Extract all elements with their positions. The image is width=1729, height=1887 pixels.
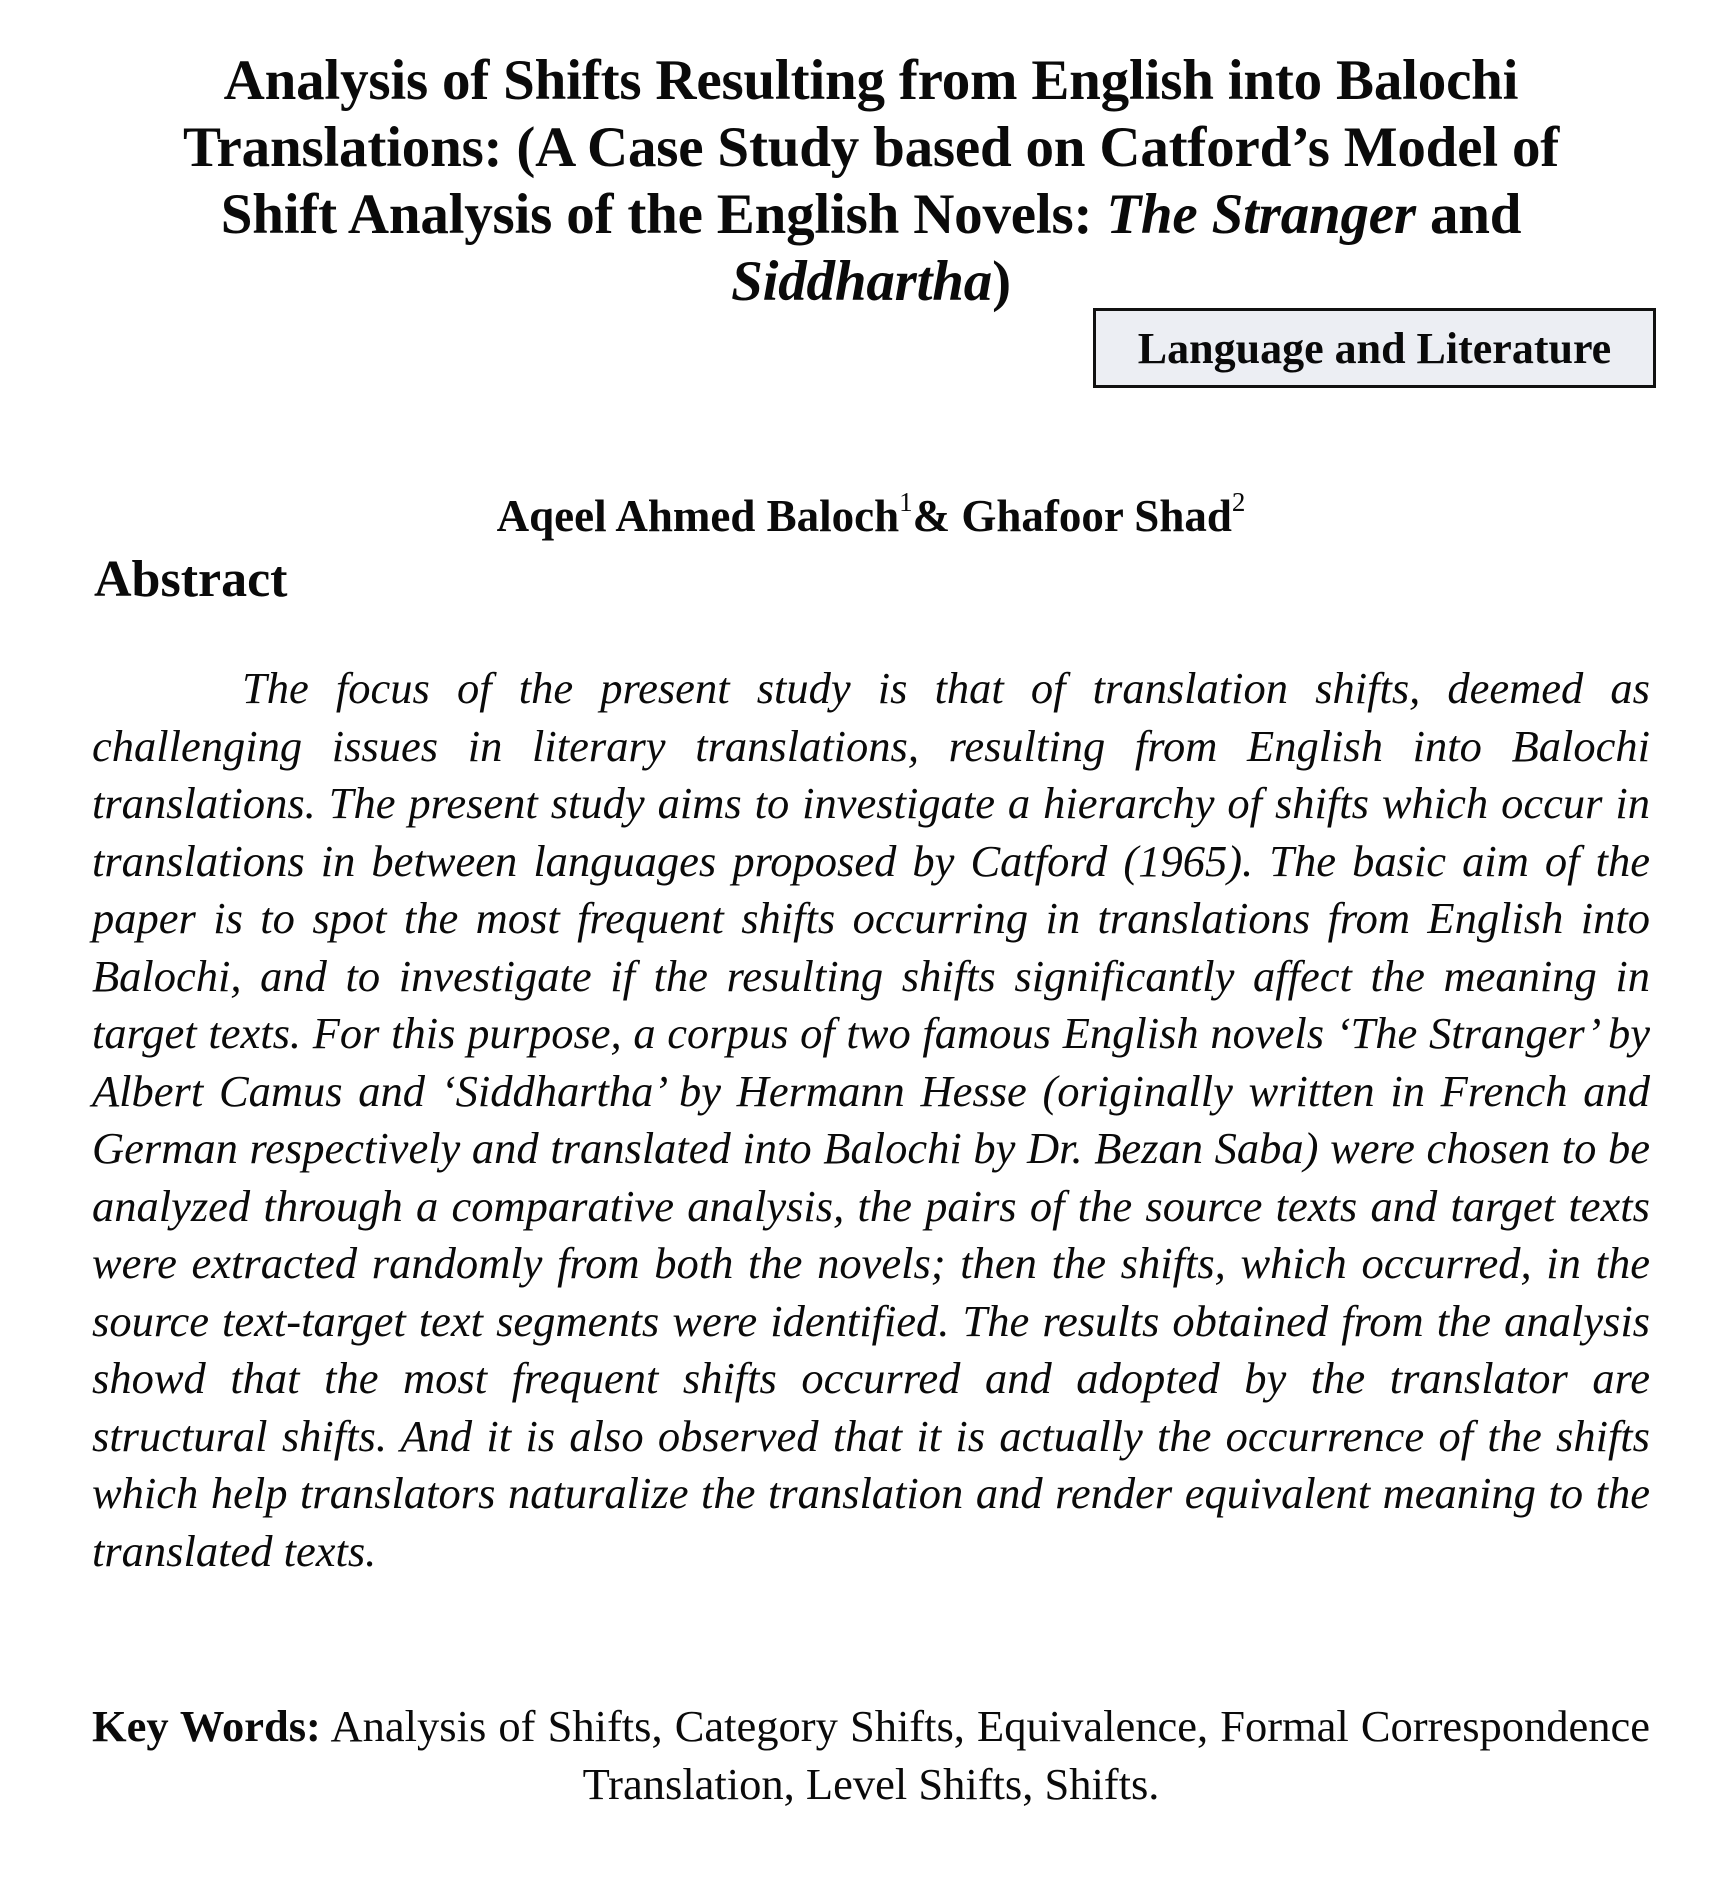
novel-title-the-stranger: The Stranger [1106, 183, 1416, 246]
paper-title [92, 47, 1650, 315]
author-2-name: Ghafoor Shad [961, 491, 1232, 541]
keywords-list: Analysis of Shifts, Category Shifts, Equivalence, Formal Correspondence Translation, Level Shifts, Shifts. [330, 1701, 1651, 1809]
subject-category-label: Language and Literature [1137, 323, 1612, 373]
author-line [92, 488, 1650, 544]
title-line-2: Translations: (A Case Study based on Catford’s Model of [182, 116, 1560, 179]
author-separator: & [912, 491, 962, 541]
title-line-4 [92, 248, 1650, 315]
keywords-label: Key Words: [92, 1701, 321, 1751]
author-1-affiliation-mark: 1 [899, 487, 913, 517]
title-line-4-suffix: ) [992, 250, 1011, 313]
author-1-name: Aqeel Ahmed Baloch [496, 491, 900, 541]
abstract-text: The focus of the present study is that of translation shifts, deemed as challenging issues in literary translations, resulting from English into Balochi translations. The present study aims to investigate a hierarchy of shifts which occur in translations in between languages proposed by Catford (1965). The basic aim of the paper is to spot the most frequent shifts occurring in translations from English into Balochi, and to investigate if the resulting shifts significantly affect the meaning in target texts. For this purpose, a corpus of two famous English novels ‘The Stranger’ by Albert Camus and ‘Siddhartha’ by Hermann Hesse (originally written in French and German respectively and translated into Balochi by Dr. Bezan Saba) were chosen to be analyzed through a comparative analysis, the pairs of the source texts and target texts were extracted randomly from both the novels; then the shifts, which occurred, in the source text-target text segments were identified. The results obtained from the analysis showd that the most frequent shifts occurred and adopted by the translator are structural shifts. And it is also observed that it is actually the occurrence of the shifts which help translators naturalize the translation and render equivalent meaning to the translated texts. [92, 663, 1650, 1576]
title-line-3 [92, 181, 1650, 248]
title-line-3-prefix: Shift Analysis of the English Novels: [220, 183, 1107, 246]
author-2-affiliation-mark: 2 [1231, 487, 1246, 517]
keywords-section [92, 1697, 1650, 1813]
novel-title-siddhartha: Siddhartha [731, 250, 993, 313]
title-line-3-suffix: and [1415, 183, 1522, 246]
subject-category-badge [1093, 308, 1656, 388]
title-line-1: Analysis of Shifts Resulting from English into Balochi [223, 49, 1519, 112]
abstract-heading: Abstract [94, 551, 288, 608]
